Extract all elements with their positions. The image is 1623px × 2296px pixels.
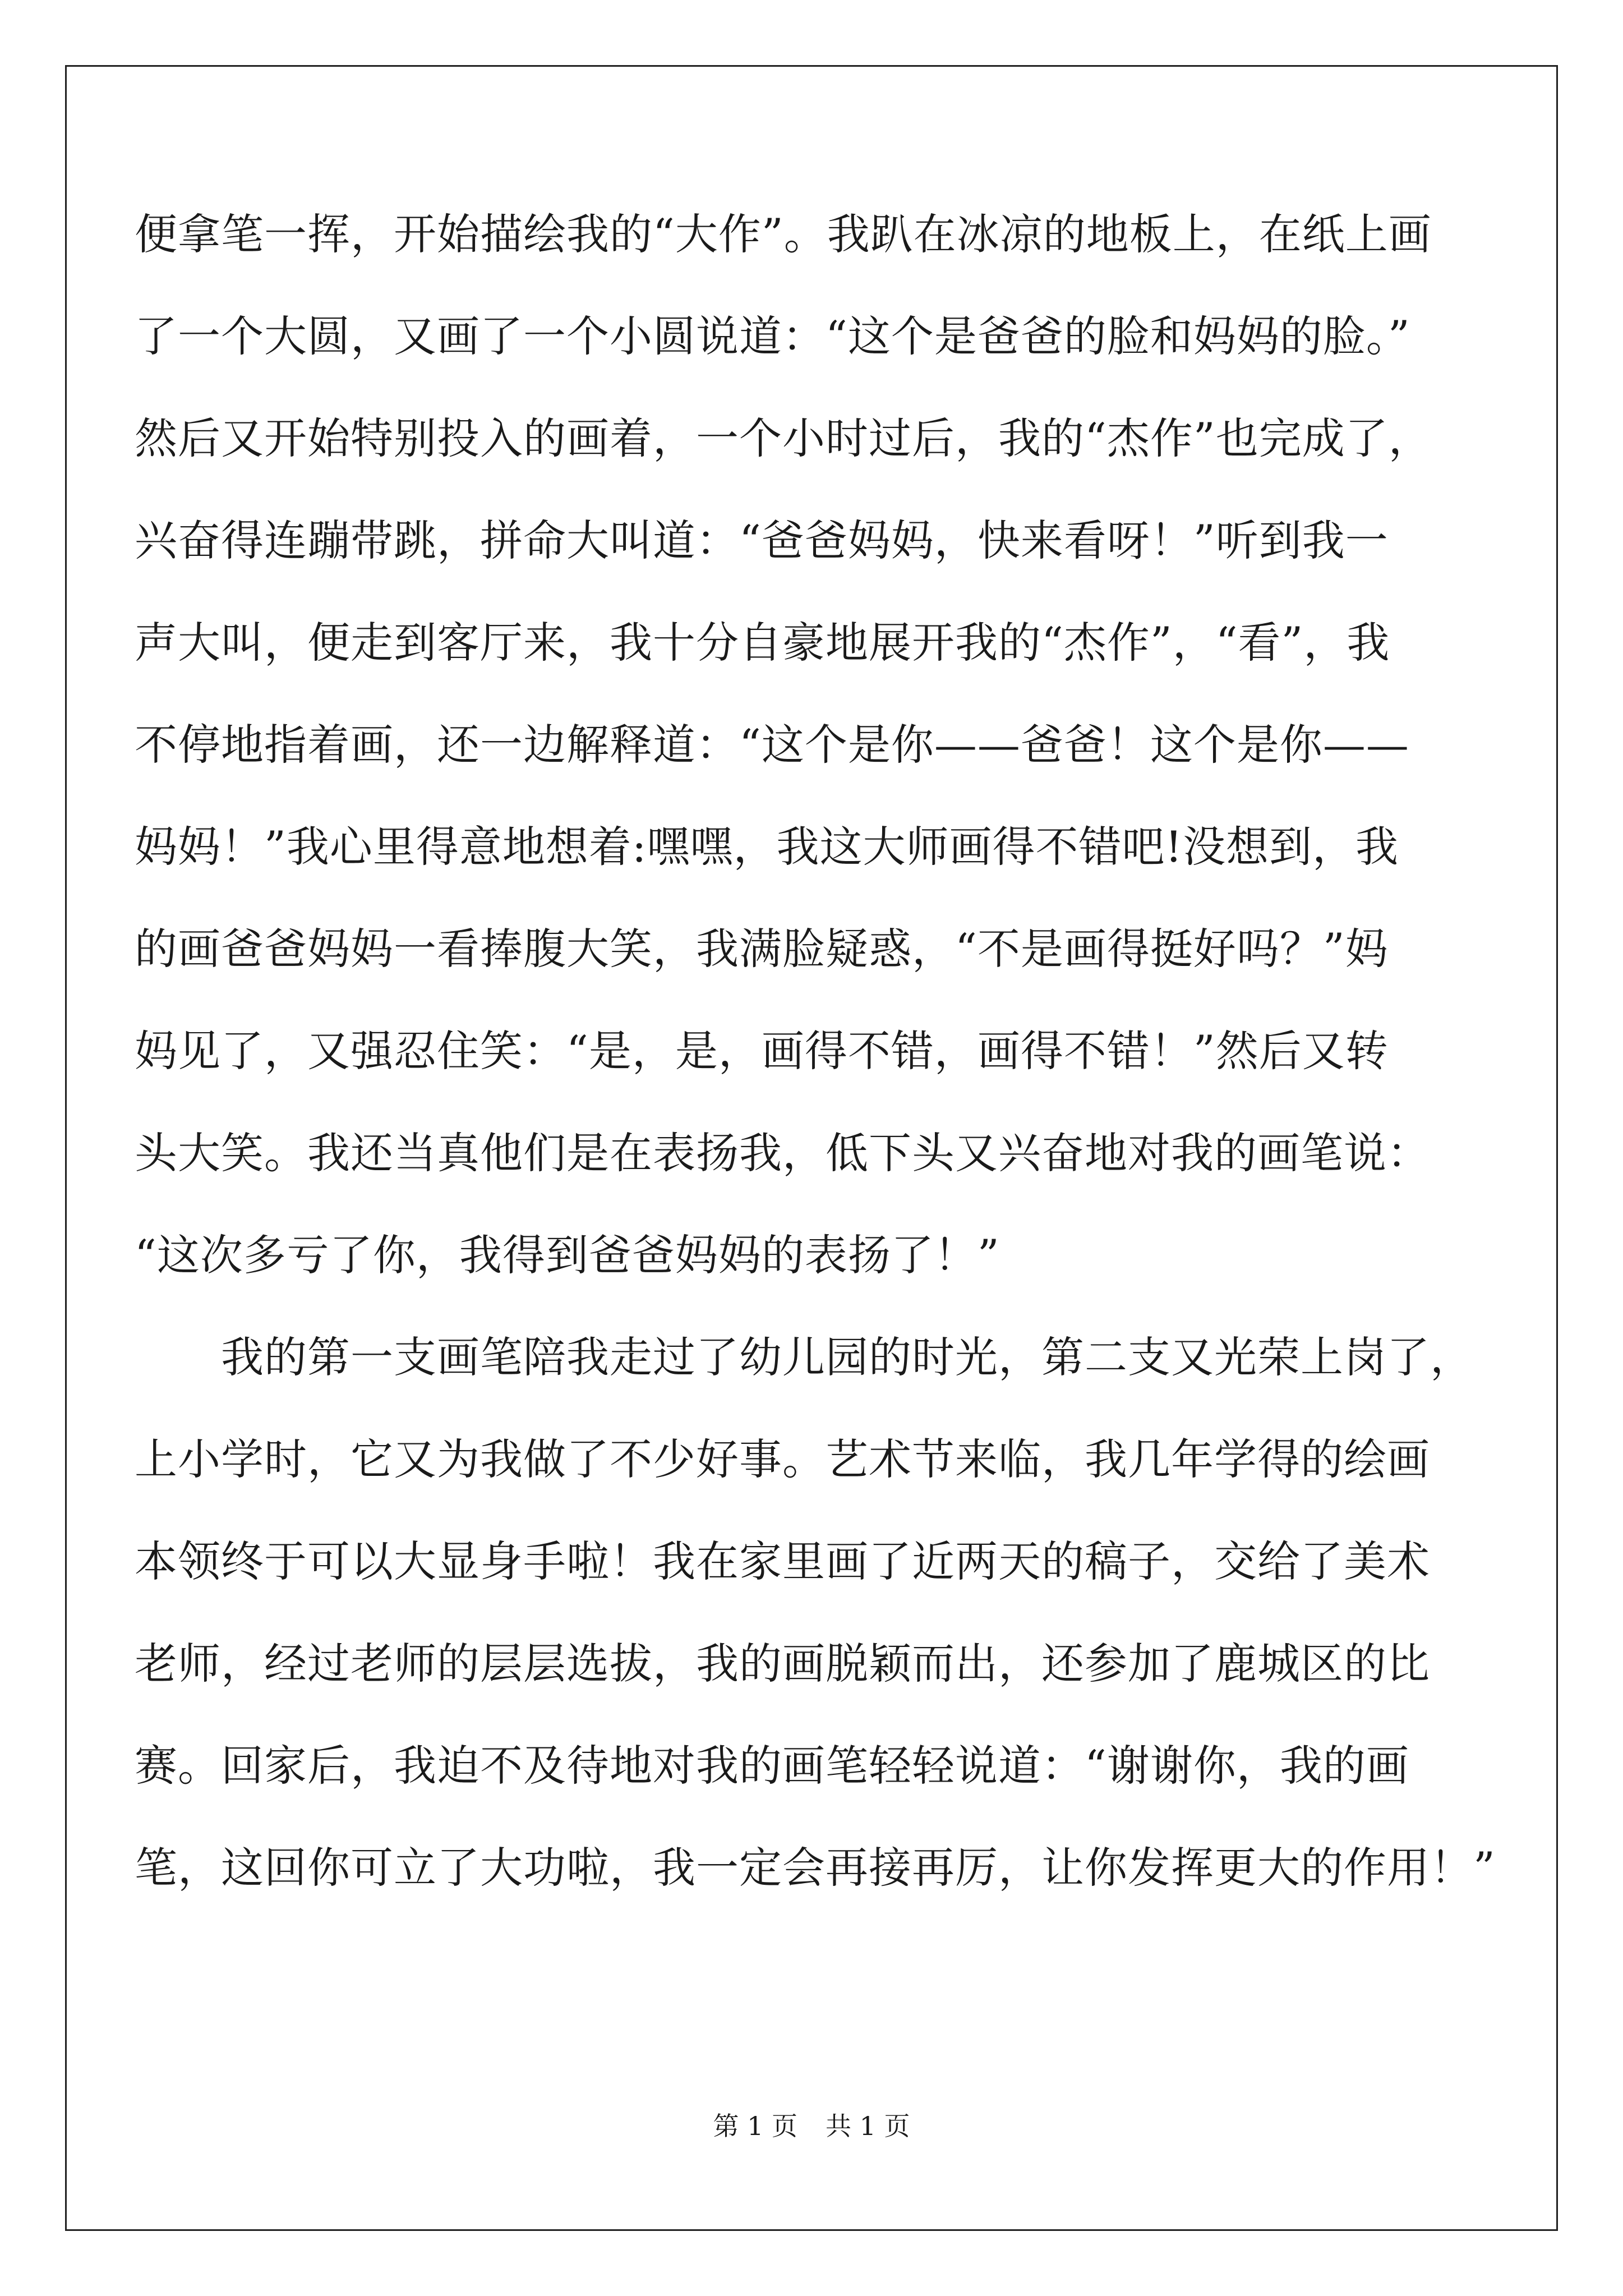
- text-line: “这次多亏了你，我得到爸爸妈妈的表扬了！”: [135, 1230, 1000, 1280]
- text-line: 老师，经过老师的层层选拔，我的画脱颖而出，还参加了鹿城区的比: [135, 1639, 1430, 1688]
- text-line: 本领终于可以大显身手啦！我在家里画了近两天的稿子，交给了美术: [135, 1536, 1430, 1586]
- text-line: 不停地指着画，还一边解释道：“这个是你——爸爸！这个是你——: [135, 720, 1409, 770]
- text-line: 兴奋得连蹦带跳，拼命大叫道：“爸爸妈妈，快来看呀！”听到我一: [135, 516, 1389, 565]
- text-line: 笔，这回你可立了大功啦，我一定会再接再厉，让你发挥更大的作用！”: [135, 1843, 1496, 1893]
- text-line: 的画爸爸妈妈一看捧腹大笑，我满脸疑惑，“不是画得挺好吗？”妈: [135, 924, 1389, 974]
- text-line: 妈见了，又强忍住笑：“是，是，画得不错，画得不错！”然后又转: [135, 1026, 1389, 1076]
- text-line: 上小学时，它又为我做了不少好事。艺术节来临，我几年学得的绘画: [135, 1434, 1430, 1484]
- text-line: 妈妈！”我心里得意地想着:嘿嘿，我这大师画得不错吧!没想到，我: [135, 822, 1399, 872]
- page-footer: [0, 2109, 1623, 2143]
- text-line: 头大笑。我还当真他们是在表扬我，低下头又兴奋地对我的画笔说：: [135, 1128, 1430, 1178]
- text-line: 便拿笔一挥，开始描绘我的“大作”。我趴在冰凉的地板上，在纸上画: [135, 209, 1432, 259]
- text-line: 赛。回家后，我迫不及待地对我的画笔轻轻说道：“谢谢你，我的画: [135, 1741, 1409, 1791]
- page-number: 第 1 页: [713, 2111, 797, 2141]
- text-line: 我的第一支画笔陪我走过了幼儿园的时光，第二支又光荣上岗了，: [135, 1332, 1473, 1382]
- text-line: 了一个大圆，又画了一个小圆说道：“这个是爸爸的脸和妈妈的脸。”: [135, 311, 1410, 361]
- text-line: 声大叫，便走到客厅来，我十分自豪地展开我的“杰作”，“看”，我: [135, 618, 1390, 668]
- page-total: 共 1 页: [826, 2111, 910, 2141]
- text-line: 然后又开始特别投入的画着，一个小时过后，我的“杰作”也完成了，: [135, 413, 1432, 463]
